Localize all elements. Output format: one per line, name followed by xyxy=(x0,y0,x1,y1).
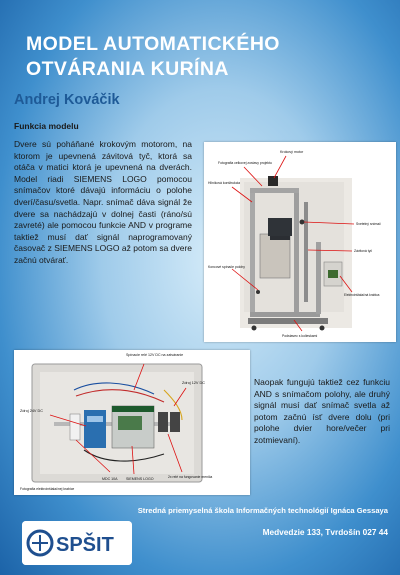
label-svetelny-snimac: Svetelný snímač xyxy=(356,222,381,226)
electrical-box-illustration xyxy=(14,350,250,495)
assembly-illustration xyxy=(204,142,396,342)
label-krokovy-motor: Krokový motor xyxy=(280,150,304,154)
section-title: Funkcia modelu xyxy=(14,121,79,131)
school-name: Stredná priemyselná škola Informačných technológií Ignáca Gessaya xyxy=(137,506,388,515)
description-paragraph-2: Naopak fungujú taktiež cez funkciu AND s snímačom polohy, ale druhý signál musí dať snímač svetla až potom začnú ísť dvere dolu (pri polohe dvier hore/večer pri zotmievaní). xyxy=(254,377,390,445)
label-podstavec: Podstavec s kolieskami xyxy=(282,334,318,338)
label-zdroj-12v: Zdroj 12V DC xyxy=(182,381,206,385)
school-logo xyxy=(22,521,132,565)
author-name: Andrej Kováčik xyxy=(14,92,120,108)
label-elektroinstalacna-krabica: Elektroinštalačná krabica xyxy=(344,293,380,297)
logo-text: SPŠIT xyxy=(56,534,114,556)
title-line-1: MODEL AUTOMATICKÉHO xyxy=(26,33,280,55)
label-siemens-logo: SIEMENS LOGO xyxy=(126,477,154,481)
spsit-logo-icon xyxy=(22,521,132,565)
label-koncove-spinace: Koncové spínače polohy xyxy=(208,265,245,269)
label-fotografia-krabice: Fotografia elektroinštalačnej krabice xyxy=(20,487,75,491)
label-zavitova-tyc: Závitová tyč xyxy=(354,249,373,253)
label-rele: 2x relé na fungovanie meniča xyxy=(168,475,213,479)
label-hlinikova-konstrukcia: Hliníková konštrukcia xyxy=(208,181,241,185)
label-fotografia-zostavy: Fotografia celkovej zostavy projektu xyxy=(218,161,272,165)
school-address: Medvedzie 133, Tvrdošín 027 44 xyxy=(262,527,388,537)
label-spinacie-rele: Spínacie relé 12V DC na zatváranie xyxy=(126,353,184,357)
label-zdroj-24v: Zdroj 24V DC xyxy=(20,409,44,413)
electrical-box-photo xyxy=(14,350,250,495)
description-paragraph-1: Dvere sú poháňané krokovým motorom, na ktorom je upevnená závitová tyč, ktorá sa otáča v matici ktorá je upevnená na dverách. Model riadi SIEMENS LOGO pomocou snímačov ktoré dávajú informáciu o polohe dverí/času/svetla. Napr. snímač dáva signál že dvere sa nachádzajú v dolnej časti (ráno/sú zavreté) ale pomocou funkcie AND v programe taktiež musí dať signál naprogramovaný časovač z SIEMENS LOGO až potom sa dvere začnú otvárať. xyxy=(14,139,192,265)
title-line-2: OTVÁRANIA KURÍNA xyxy=(26,58,229,80)
label-mdc: MDC 10A xyxy=(102,477,118,481)
model-assembly-photo xyxy=(204,142,396,342)
poster-title xyxy=(26,32,386,82)
